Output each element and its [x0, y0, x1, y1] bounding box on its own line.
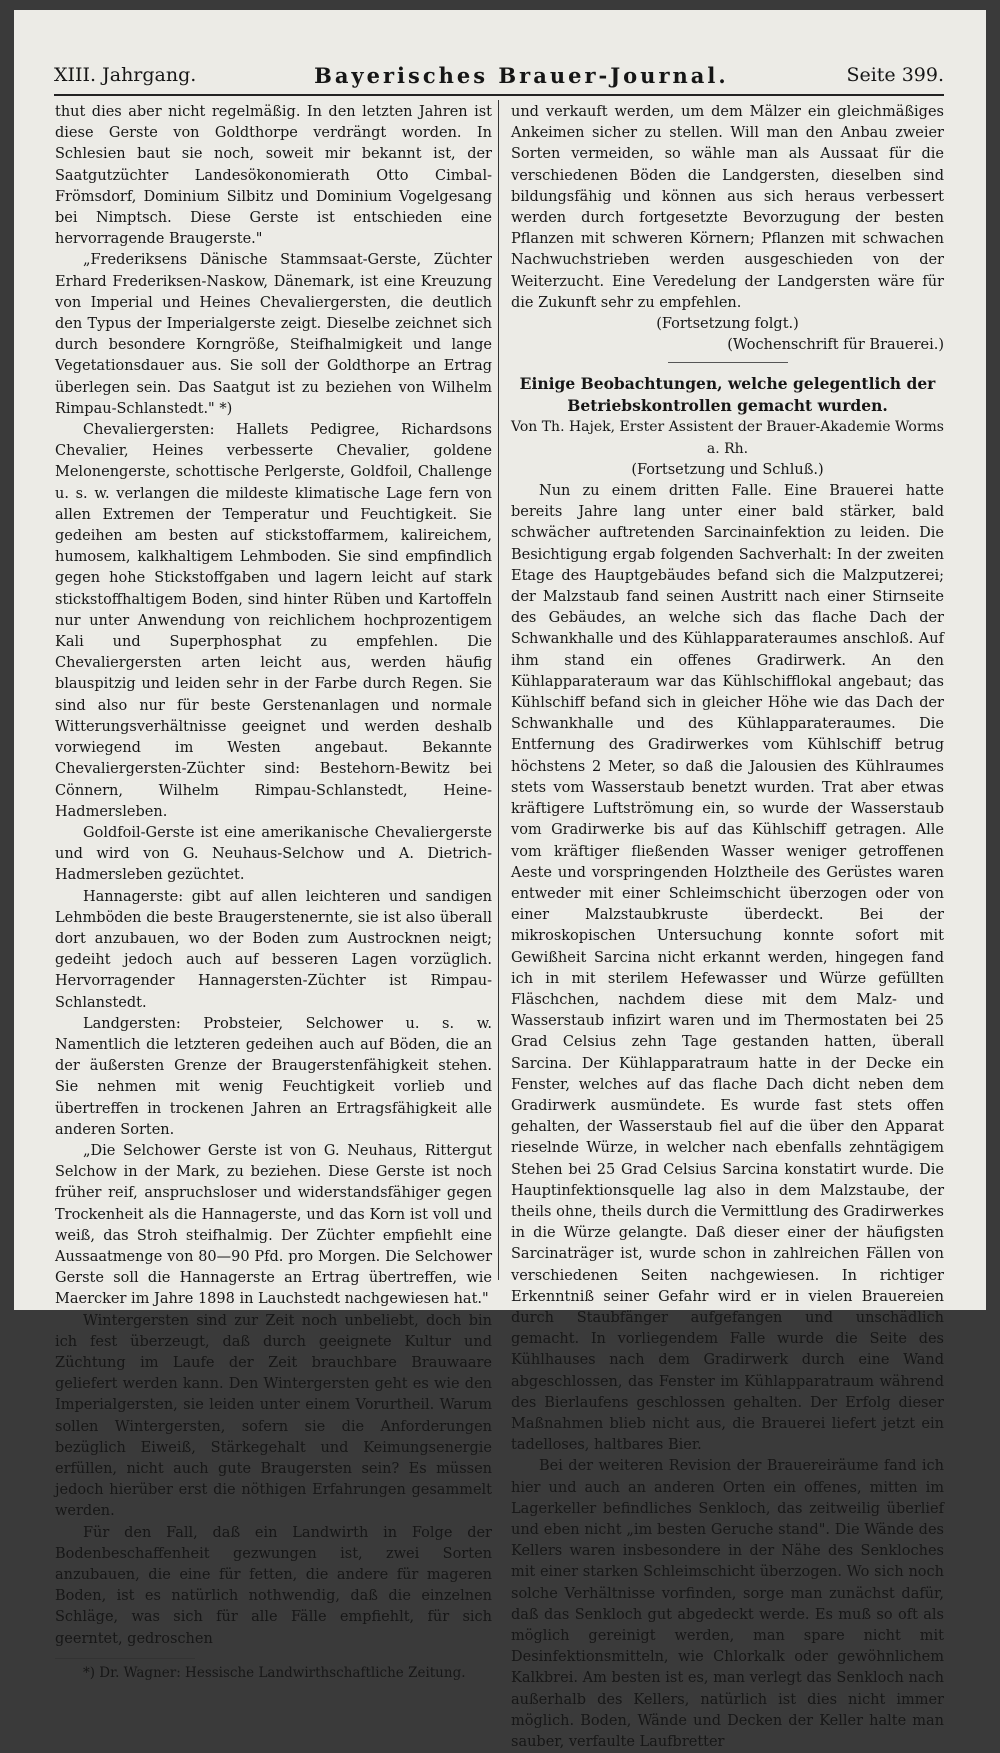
- paragraph: Hannagerste: gibt auf allen leichteren und sandigen Lehmböden die beste Braugerstenernte, sie ist also überall dort anzubauen, wo der Boden zum Austrocknen neigt; gedeiht jedoch auch auf besseren Lagen vorzüglich. Hervorragender Hannagersten-Züchter ist Rimpau-Schlanstedt.: [55, 888, 492, 1011]
- paragraph: Nun zu einem dritten Falle. Eine Brauerei hatte bereits Jahre lang unter einer bald stärker, bald schwächer auftretenden Sarcinainfektion zu leiden. Die Besichtigung ergab folgenden Sachverhalt: In der zweiten Etage des Hauptgebäudes befand sich die Malzputzerei; der Malzstaub fand seinen Austritt nach einer Stirnseite des Gebäudes, an welche sich das flache Dach der Schwankhalle und des Kühlapparateraumes anschloß. Auf ihm stand ein offenes Gradirwerk. An den Kühlapparateraum war das Kühlschifflokal angebaut; das Kühlschiff befand sich in gleicher Höhe wie das Dach der Schwankhalle und des Kühlapparateraumes. Die Entfernung des Gradirwerkes vom Kühlschiff betrug höchstens 2 Meter, so daß die Jalousien des Kühlraumes stets vom Wasserstaub benetzt wurden. Trat aber etwas kräftigere Luftströmung ein, so wurde der Wasserstaub vom Gradirwerke bis auf das Kühlschiff getragen. Alle vom kräftiger fließenden Wasser weniger getroffenen Aeste und vorspringenden Holztheile des Gerüstes waren entweder mit einer Schleimschicht überzogen oder von einer Malzstaubkruste überdeckt. Bei der mikroskopischen Untersuchung konnte sofort mit Gewißheit Sarcina nicht erkannt werden, hingegen fand ich in mit sterilem Hefewasser und Würze gefüllten Fläschchen, nachdem diese mit dem Malz- und Wasserstaub infizirt waren und im Thermostaten bei 25 Grad Celsius zehn Tage gestanden hatten, überall Sarcina. Der Kühlapparatraum hatte in der Decke ein Fenster, welches auf das flache Dach dicht neben dem Gradirwerk ausmündete. Es wurde fast stets offen gehalten, der Wasserstaub fiel auf die über den Apparat rieselnde Würze, in welcher nach ebenfalls zehntägigem Stehen bei 25 Grad Celsius Sarcina konstatirt wurde. Die Hauptinfektionsquelle lag also in dem Malzstaube, der theils ohne, theils durch die Vermittlung des Gradirwerkes in die Würze gelangte. Daß dieser einer der häufigsten Sarcinaträger ist, wurde schon in zahlreichen Fällen von verschiedenen Seiten nachgewiesen. In richtiger Erkenntniß seiner Gefahr wird er in vielen Brauereien durch Staubfänger aufgefangen und unschädlich gemacht. In vorliegendem Falle wurde die Seite des Kühlhauses nach dem Gradirwerk durch eine Wand abgeschlossen, das Fenster im Kühlapparatraum während des Bierlaufens geschlossen gehalten. Der Erfolg dieser Maßnahmen blieb nicht aus, die Brauerei liefert jetzt ein tadelloses, haltbares Bier.: [511, 483, 944, 1454]
- column-divider: [498, 100, 499, 1280]
- footnote-rule: [55, 1658, 195, 1659]
- paragraph: Für den Fall, daß ein Landwirth in Folge der Bodenbeschaffenheit gezwungen ist, zwei Sorten anzubauen, die eine für fetten, die andere für mageren Boden, ist es natürlich nothwendig, daß die einzelnen Schläge, was sich für alle Fälle empfiehlt, für sich geerntet, gedroschen: [55, 1524, 492, 1647]
- paragraph: „Die Selchower Gerste ist von G. Neuhaus, Rittergut Selchow in der Mark, zu beziehen. Diese Gerste ist noch früher reif, anspruchsloser und widerstandsfähiger gegen Trockenheit als die Hannagerste, und das Korn ist voll und weiß, das Stroh steifhalmig. Der Züchter empfiehlt eine Aussaatmenge von 80—90 Pfd. pro Morgen. Die Selchower Gerste soll die Hannagerste an Ertrag übertreffen, wie Maercker im Jahre 1898 in Lauchstedt nachgewiesen hat.": [55, 1142, 492, 1308]
- paragraph: Bei der weiteren Revision der Brauereiräume fand ich hier und auch an anderen Orten ein offenes, mitten im Lagerkeller befindliches Senkloch, das zeitweilig überlief und eben nicht „im besten Geruche stand". Die Wände des Kellers waren insbesondere in der Nähe des Senkloches mit einer starken Schleimschicht überzogen. Wo sich noch solche Verhältnisse vorfinden, sorge man zunächst dafür, daß das Senkloch gut abgedeckt werde. Es muß so oft als möglich gereinigt werden, man spare nicht mit Desinfektionsmitteln, wie Chlorkalk oder gewöhnlichem Kalkbrei. Am besten ist es, man verlegt das Senkloch nach außerhalb des Kellers, natürlich ist dies nicht immer möglich. Boden, Wände und Decken der Keller halte man sauber, verfaulte Laufbretter: [511, 1458, 944, 1751]
- paragraph: „Frederiksens Dänische Stammsaat-Gerste, Züchter Erhard Frederiksen-Naskow, Dänemark, ist eine Kreuzung von Imperial und Heines Chevaliergersten, die deutlich den Typus der Imperialgerste zeigt. Dieselbe zeichnet sich durch besondere Korngröße, Steifhalmigkeit und lange Vegetationsdauer aus. Sie soll der Goldthorpe an Ertrag überlegen sein. Das Saatgut ist zu beziehen von Wilhelm Rimpau-Schlanstedt." *): [55, 252, 492, 417]
- continuation-note: (Fortsetzung und Schluß.): [631, 461, 824, 478]
- paragraph: thut dies aber nicht regelmäßig. In den letzten Jahren ist diese Gerste von Goldthorpe verdrängt worden. In Schlesien baut sie noch, soweit mir bekannt ist, der Saatgutzüchter Landesökonomierath Otto Cimbal-Frömsdorf, Dominium Silbitz und Dominium Vogelgesang bei Nimptsch. Diese Gerste ist entschieden eine hervorragende Braugerste.": [55, 104, 492, 248]
- journal-title: Bayerisches Brauer-Journal.: [314, 62, 729, 88]
- article-title: Einige Beobachtungen, welche gelegentlich der Betriebskontrollen gemacht wurden.: [519, 374, 936, 416]
- article-author: Von Th. Hajek, Erster Assistent der Brauer-Akademie Worms a. Rh.: [511, 419, 944, 457]
- left-column: [55, 102, 492, 1684]
- header-rule: [54, 94, 944, 96]
- section-rule: [668, 362, 788, 363]
- page-number: Seite 399.: [846, 64, 944, 86]
- paragraph: Landgersten: Probsteier, Selchower u. s. w. Namentlich die letzteren gedeihen auch auf Böden, die an der äußersten Grenze der Braugerstenfähigkeit stehen. Sie nehmen mit wenig Feuchtigkeit vorlieb und übertreffen in trockenen Jahren an Ertragsfähigkeit alle anderen Sorten.: [55, 1015, 492, 1138]
- source-citation: (Wochenschrift für Brauerei.): [727, 337, 944, 354]
- right-column: [511, 102, 944, 1753]
- page-header: [54, 58, 944, 92]
- footnote: *) Dr. Wagner: Hessische Landwirthschaftliche Zeitung.: [83, 1664, 466, 1681]
- journal-page: [14, 10, 986, 1751]
- paragraph: und verkauft werden, um dem Mälzer ein gleichmäßiges Ankeimen sicher zu stellen. Will man den Anbau zweier Sorten vermeiden, so wähle man als Aussaat für die verschiedenen Böden die Landgersten, dieselben sind bildungsfähig und können aus sich heraus verbessert werden durch fortgesetzte Bevorzugung der besten Pflanzen mit schweren Körnern; Pflanzen mit schwachen Nachwuchstrieben werden ausgeschieden von der Weiterzucht. Eine Veredelung der Landgersten wäre für die Zukunft sehr zu empfehlen.: [511, 104, 944, 311]
- paragraph: Wintergersten sind zur Zeit noch unbeliebt, doch bin ich fest überzeugt, daß durch geeignete Kultur und Züchtung im Laufe der Zeit brauchbare Brauwaare geliefert werden kann. Den Wintergersten geht es wie den Imperialgersten, sie leiden unter einem Vorurtheil. Warum sollen Wintergersten, sofern sie die Anforderungen bezüglich Eiweiß, Stärkegehalt und Keimungsenergie erfüllen, nicht auch gute Braugersten sein? Es müssen jedoch hierüber erst die nöthigen Erfahrungen gesammelt werden.: [55, 1312, 492, 1520]
- volume-label: XIII. Jahrgang.: [54, 64, 197, 86]
- paragraph: Goldfoil-Gerste ist eine amerikanische Chevaliergerste und wird von G. Neuhaus-Selchow und A. Dietrich-Hadmersleben gezüchtet.: [55, 824, 492, 884]
- continuation-note: (Fortsetzung folgt.): [656, 316, 799, 333]
- paragraph: Chevaliergersten: Hallets Pedigree, Richardsons Chevalier, Heines verbesserte Chevalier, goldene Melonengerste, schottische Perlgerste, Goldfoil, Challenge u. s. w. verlangen die mildeste klimatische Lage fern von allen Extremen der Temperatur und Feuchtigkeit. Sie gedeihen am besten auf stickstoffarmem, kalireichem, humosem, kalkhaltigem Lehmboden. Sie sind empfindlich gegen hohe Stickstoffgaben und lagern leicht auf stark stickstoffhaltigem Boden, sind hinter Rüben und Kartoffeln nur unter Anwendung von reichlichem hochprozentigem Kali und Superphosphat zu empfehlen. Die Chevaliergersten arten leicht aus, werden häufig blauspitzig und leiden sehr in der Farbe durch Regen. Sie sind also nur für beste Gerstenanlagen und normale Witterungsverhältnisse geeignet und werden deshalb vorwiegend im Westen angebaut. Bekannte Chevaliergersten-Züchter sind: Bestehorn-Bewitz bei Cönnern, Wilhelm Rimpau-Schlanstedt, Heine-Hadmersleben.: [55, 422, 492, 820]
